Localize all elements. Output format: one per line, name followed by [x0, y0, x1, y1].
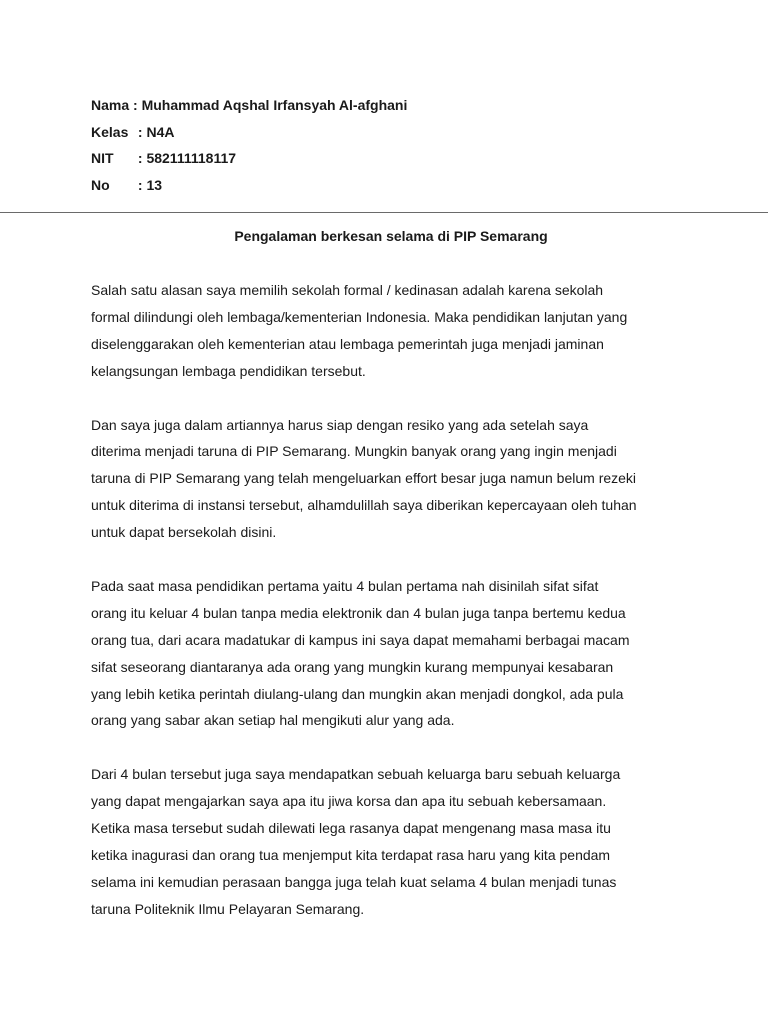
text-line: taruna di PIP Semarang yang telah mengeluarkan effort besar juga namun belum rezeki	[91, 470, 637, 487]
info-separator: :	[134, 150, 147, 166]
paragraph	[91, 277, 691, 385]
text-line: Ketika masa tersebut sudah dilewati lega rasanya dapat mengenang masa masa itu	[91, 820, 611, 837]
info-separator: :	[134, 176, 147, 193]
info-label: Nama	[91, 97, 130, 113]
info-value: 13	[146, 176, 163, 193]
header-divider	[0, 212, 768, 213]
info-label: No	[91, 176, 110, 193]
info-value: 582111118117	[146, 150, 237, 166]
text-line: selama ini kemudian perasaan bangga juga telah kuat selama 4 bulan menjadi tunas	[91, 873, 617, 890]
text-line: ketika inagurasi dan orang tua menjemput kita terdapat rasa haru yang kita pendam	[91, 846, 611, 863]
text-line: yang dapat mengajarkan saya apa itu jiwa korsa dan apa itu sebuah kebersamaan.	[91, 793, 607, 810]
info-row-nama	[91, 92, 407, 119]
text-line: diselenggarakan oleh kementerian atau lembaga pemerintah juga menjadi jaminan	[91, 335, 604, 352]
text-line: yang lebih ketika perintah diulang-ulang dan mungkin akan menjadi dongkol, ada pula	[91, 685, 624, 702]
text-line: orang yang sabar akan setiap hal mengikuti alur yang ada.	[91, 712, 455, 729]
text-line: Salah satu alasan saya memilih sekolah formal / kedinasan adalah karena sekolah	[91, 282, 604, 298]
info-value: N4A	[146, 123, 175, 140]
info-row-nit	[91, 145, 407, 172]
student-info-header	[91, 92, 407, 198]
info-separator: :	[129, 97, 142, 113]
text-line: orang tua, dari acara madatukar di kampus ini saya dapat memahami berbagai macam	[91, 631, 630, 648]
info-separator: :	[134, 123, 147, 140]
text-line: sifat seseorang diantaranya ada orang yang mungkin kurang mempunyai kesabaran	[91, 658, 614, 675]
info-label: Kelas	[91, 123, 129, 140]
document-title: Pengalaman berkesan selama di PIP Semarang	[234, 228, 548, 244]
paragraph	[91, 761, 691, 922]
text-line: Pada saat masa pendidikan pertama yaitu 4 bulan pertama nah disinilah sifat sifat	[91, 577, 599, 594]
info-value: Muhammad Aqshal Irfansyah Al-afghani	[141, 97, 408, 113]
info-row-no	[91, 172, 407, 199]
paragraph	[91, 412, 691, 547]
text-line: taruna Politeknik Ilmu Pelayaran Semarang.	[91, 900, 365, 917]
document-body	[91, 277, 691, 950]
paragraph	[91, 573, 691, 734]
text-line: diterima menjadi taruna di PIP Semarang. Mungkin banyak orang yang ingin menjadi	[91, 443, 617, 460]
text-line: formal dilindungi oleh lembaga/kementerian Indonesia. Maka pendidikan lanjutan yang	[91, 308, 628, 325]
text-line: orang itu keluar 4 bulan tanpa media elektronik dan 4 bulan juga tanpa bertemu kedua	[91, 604, 626, 621]
text-line: kelangsungan lembaga pendidikan tersebut.	[91, 362, 366, 379]
text-line: untuk diterima di instansi tersebut, alhamdulillah saya diberikan kepercayaan oleh tuhan	[91, 497, 637, 514]
text-line: Dari 4 bulan tersebut juga saya mendapatkan sebuah keluarga baru sebuah keluarga	[91, 766, 621, 783]
info-label: NIT	[91, 150, 114, 166]
info-row-kelas	[91, 119, 407, 146]
text-line: untuk dapat bersekolah disini.	[91, 524, 277, 541]
text-line: Dan saya juga dalam artiannya harus siap dengan resiko yang ada setelah saya	[91, 416, 589, 433]
